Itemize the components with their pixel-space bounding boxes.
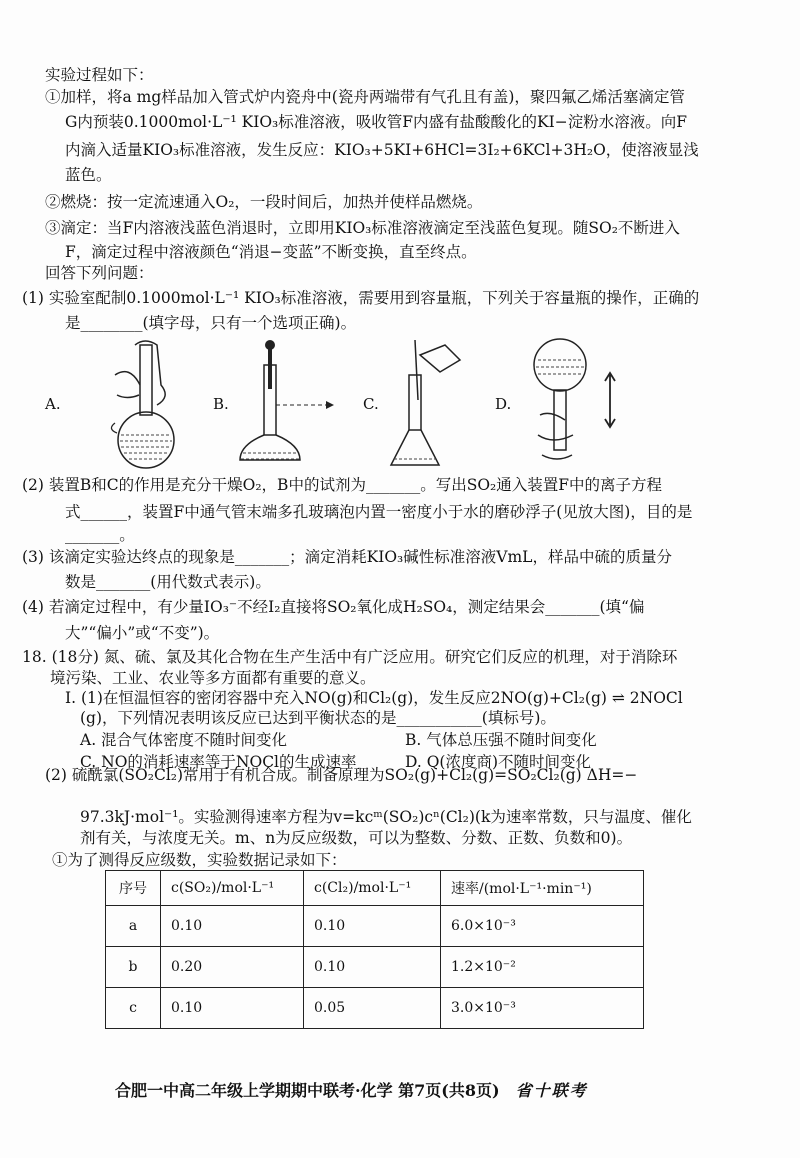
text-line: _______。 <box>65 526 135 544</box>
cell: 0.10 <box>161 988 304 1029</box>
header-index: 序号 <box>106 871 161 906</box>
volumetric-flask-shaking-figure <box>95 335 205 470</box>
text-line: 数是_______(用代数式表示)。 <box>65 573 271 591</box>
table-header-row <box>106 871 644 906</box>
header-cl2: c(Cl₂)/mol·L⁻¹ <box>304 871 441 906</box>
text-line: C. NO的消耗速率等于NOCl的生成速率 <box>80 753 357 771</box>
text-line: Ⅰ. (1)在恒温恒容的密闭容器中充入NO(g)和Cl₂(g)，发生反应2NO(g)+Cl₂(g) ⇌ 2NOCl <box>65 689 683 707</box>
cell: c <box>106 988 161 1029</box>
rate-data-table <box>105 870 644 1029</box>
option-a-label: A. <box>45 395 61 413</box>
cell: 0.10 <box>304 947 441 988</box>
header-so2: c(SO₂)/mol·L⁻¹ <box>161 871 304 906</box>
text-line: ①为了测得反应级数，实验数据记录如下： <box>52 851 347 869</box>
text-line: 18. (18分) 氮、硫、氯及其化合物在生产生活中有广泛应用。研究它们反应的机理，对于消除环 <box>22 648 678 666</box>
header-rate: 速率/(mol·L⁻¹·min⁻¹) <box>441 871 644 906</box>
cell: 6.0×10⁻³ <box>441 906 644 947</box>
text-line: ②燃烧：按一定流速通入O₂，一段时间后，加热并使样品燃烧。 <box>45 193 483 211</box>
text-line: 蓝色。 <box>65 166 112 184</box>
text-line: G内预装0.1000mol·L⁻¹ KIO₃标准溶液，吸收管F内盛有盐酸酸化的KI−淀粉水溶液。向F <box>65 113 687 131</box>
cell: 0.05 <box>304 988 441 1029</box>
text-line: (2) 装置B和C的作用是充分干燥O₂，B中的试剂为_______。写出SO₂通入装置F中的离子方程 <box>22 476 662 494</box>
text-line: 大”“偏小”或“不变”)。 <box>65 624 220 642</box>
text-line: (2) 硫酰氯(SO₂Cl₂)常用于有机合成。制备原理为SO₂(g)+Cl₂(g)=SO₂Cl₂(g) ΔH=− <box>45 766 638 784</box>
text-line: A. 混合气体密度不随时间变化 <box>80 731 288 749</box>
cell: b <box>106 947 161 988</box>
volumetric-flask-reading-figure <box>235 335 355 470</box>
text-line: 内滴入适量KIO₃标准溶液，发生反应：KIO₃+5KI+6HCl=3I₂+6KCl+3H₂O，使溶液显浅 <box>65 141 699 159</box>
volumetric-flask-inverting-figure <box>520 335 630 470</box>
text-line: (3) 该滴定实验达终点的现象是_______；滴定消耗KIO₃碱性标准溶液VmL，样品中硫的质量分 <box>22 548 672 566</box>
volumetric-flask-pouring-figure <box>385 335 485 470</box>
footer-text: 合肥一中高二年级上学期期中联考·化学 第7页(共8页) <box>115 1081 500 1100</box>
text-line: (4) 若滴定过程中，有少量IO₃⁻不经I₂直接将SO₂氧化成H₂SO₄，测定结果会_______(填“偏 <box>22 598 645 616</box>
table-row <box>106 947 644 988</box>
cell: a <box>106 906 161 947</box>
table-row <box>106 906 644 947</box>
text-line: B. 气体总压强不随时间变化 <box>405 731 597 749</box>
text-line: 97.3kJ·mol⁻¹。实验测得速率方程为v=kcᵐ(SO₂)cⁿ(Cl₂)(k为速率常数，只与温度、催化 <box>80 808 692 826</box>
option-c-label: C. <box>363 395 379 413</box>
text-line: 式______，装置F中通气管末端多孔玻璃泡内置一密度小于水的磨砂浮子(见放大图)，目的是 <box>65 503 693 521</box>
cell: 0.10 <box>304 906 441 947</box>
text-line: 境污染、工业、农业等多方面都有重要的意义。 <box>50 669 376 687</box>
cell: 0.10 <box>161 906 304 947</box>
text-line: (1) 实验室配制0.1000mol·L⁻¹ KIO₃标准溶液，需要用到容量瓶，下列关于容量瓶的操作，正确的 <box>22 289 700 307</box>
cell: 1.2×10⁻² <box>441 947 644 988</box>
page-footer <box>115 1078 588 1101</box>
text-line: (g)，下列情况表明该反应已达到平衡状态的是___________(填标号)。 <box>80 709 556 727</box>
text-line: ③滴定：当F内溶液浅蓝色消退时，立即用KIO₃标准溶液滴定至浅蓝色复现。随SO₂不断进入 <box>45 219 680 237</box>
text-line: ①加样，将a mg样品加入管式炉内瓷舟中(瓷舟两端带有气孔且有盖)，聚四氟乙烯活塞滴定管 <box>45 88 685 106</box>
cell: 0.20 <box>161 947 304 988</box>
text-line: D. Q(浓度商)不随时间变化 <box>405 753 592 771</box>
footer-seal: 省十联考 <box>515 1081 588 1100</box>
option-b-label: B. <box>213 395 229 413</box>
table-row <box>106 988 644 1029</box>
text-line: 剂有关，与浓度无关。m、n为反应级数，可以为整数、分数、正数、负数和0)。 <box>80 829 633 847</box>
option-d-label: D. <box>495 395 512 413</box>
text-line: F，滴定过程中溶液颜色“消退−变蓝”不断变换，直至终点。 <box>65 243 477 261</box>
text-line: 是________(填字母，只有一个选项正确)。 <box>65 314 357 332</box>
text-line: 回答下列问题： <box>45 264 154 282</box>
text-line: 实验过程如下： <box>45 66 154 84</box>
cell: 3.0×10⁻³ <box>441 988 644 1029</box>
